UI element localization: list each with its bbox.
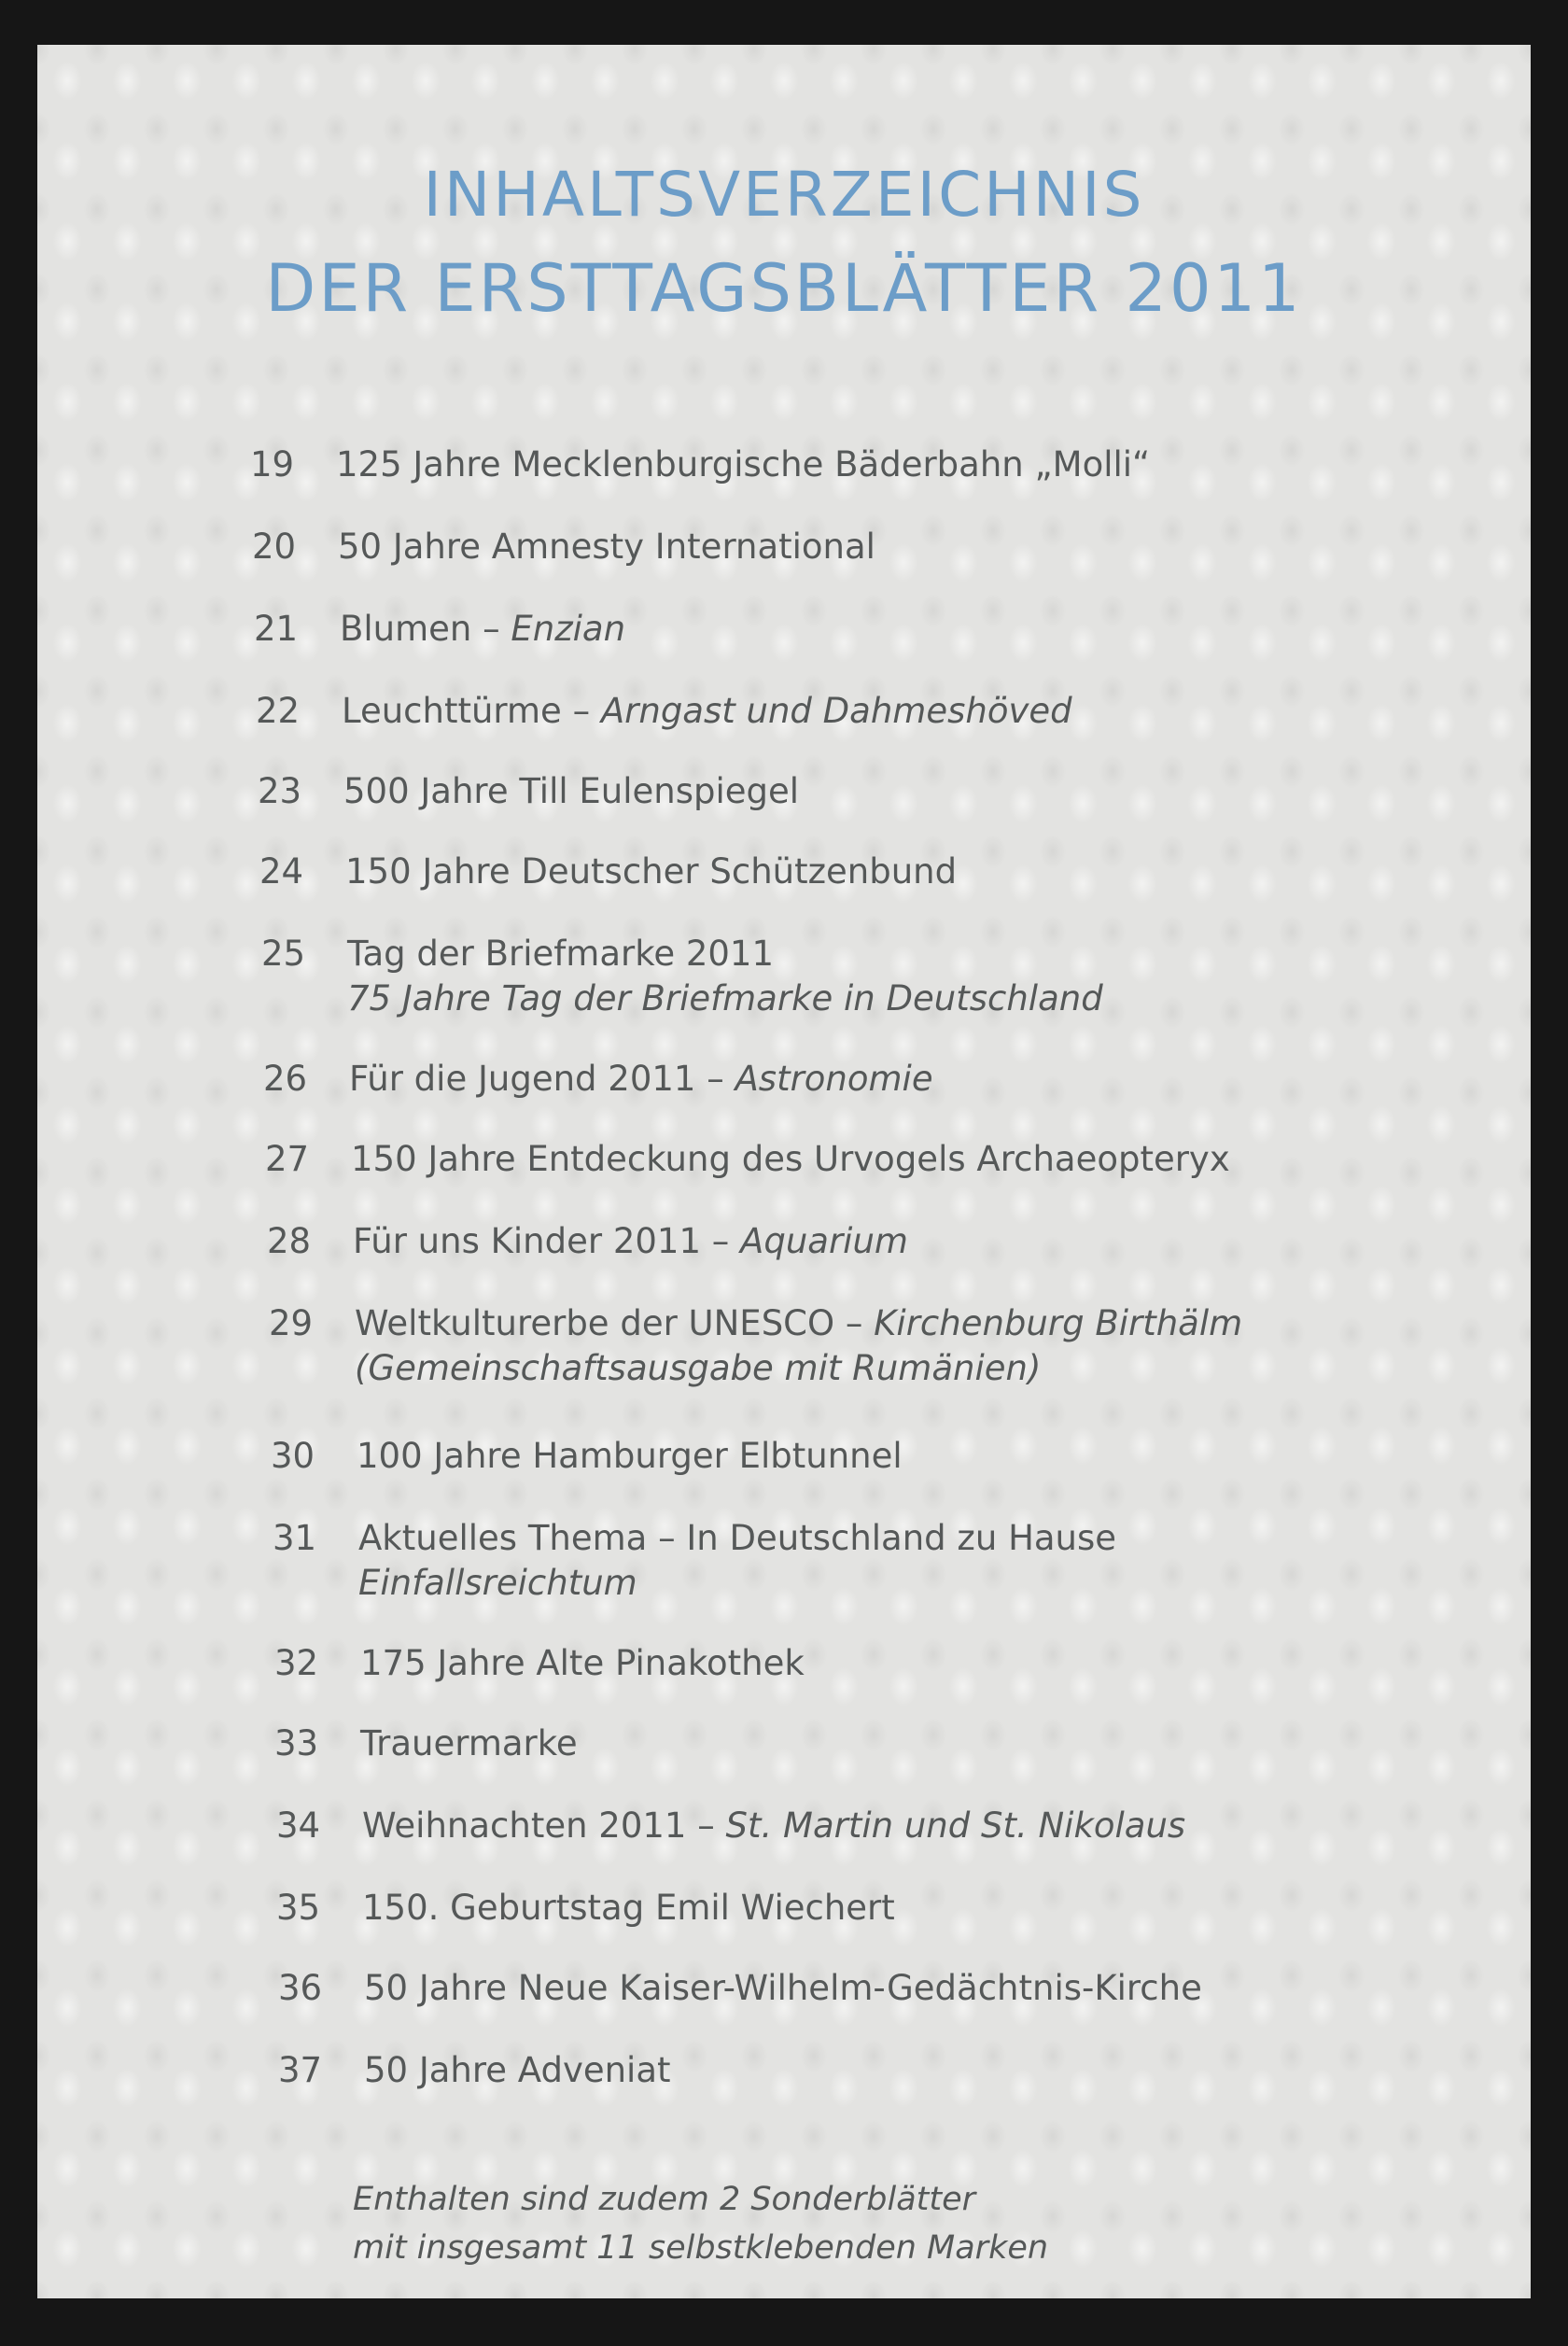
entry-title xyxy=(347,934,774,974)
page-number: 24 xyxy=(259,851,304,892)
entry-title-main: 50 Jahre Adveniat xyxy=(364,2050,671,2090)
entry-title-main: Blumen xyxy=(340,609,472,649)
entry-title-main: Leuchttürme xyxy=(342,691,562,731)
entry-title-main: 150 Jahre Deutscher Schützenbund xyxy=(345,851,958,892)
entry-separator: – xyxy=(471,609,511,649)
entry-title xyxy=(345,851,957,892)
table-of-contents xyxy=(37,45,1531,2298)
page-number: 36 xyxy=(278,1968,323,2008)
entry-title xyxy=(343,771,799,811)
entry-separator: – xyxy=(701,1221,741,1261)
entry-title xyxy=(364,1968,1202,2008)
entry-separator: – xyxy=(686,1805,726,1846)
entry-title xyxy=(355,1303,1242,1343)
entry-subtitle-italic: St. Martin und St. Nikolaus xyxy=(725,1805,1186,1846)
entry-title-main: Aktuelles Thema – In Deutschland zu Hause xyxy=(358,1518,1117,1558)
page-number: 25 xyxy=(261,934,306,974)
document-sheet xyxy=(37,45,1531,2298)
entry-title-main: 150. Geburtstag Emil Wiechert xyxy=(362,1888,895,1928)
entry-title xyxy=(353,1221,908,1261)
entry-title xyxy=(360,1723,578,1763)
entry-title-main: 150 Jahre Entdeckung des Urvogels Archaeopteryx xyxy=(351,1139,1230,1179)
page-number: 34 xyxy=(276,1805,321,1846)
entry-title xyxy=(362,1805,1185,1846)
entry-title xyxy=(338,527,875,567)
entry-second-line: (Gemeinschaftsausgabe mit Rumänien) xyxy=(355,1348,1042,1388)
page-number: 21 xyxy=(254,609,299,649)
entry-title xyxy=(340,609,625,649)
page-number: 23 xyxy=(258,771,302,811)
page-number: 22 xyxy=(256,691,301,731)
note-line-1: Enthalten sind zudem 2 Sonderblätter xyxy=(353,2181,976,2218)
entry-title-main: Für uns Kinder 2011 xyxy=(353,1221,701,1261)
entry-title-main: 175 Jahre Alte Pinakothek xyxy=(360,1643,805,1683)
title-line-2: DER ERSTTAGSBLÄTTER 2011 xyxy=(265,250,1303,327)
entry-title xyxy=(360,1643,805,1683)
entry-title-main: Für die Jugend 2011 xyxy=(349,1059,696,1099)
title-line-1: INHALTSVERZEICHNIS xyxy=(423,159,1145,231)
entry-second-line: Einfallsreichtum xyxy=(358,1563,637,1603)
entry-subtitle-italic: Kirchenburg Birthälm xyxy=(874,1303,1243,1343)
entry-title-main: Weihnachten 2011 xyxy=(362,1805,687,1846)
entry-separator: – xyxy=(695,1059,735,1099)
page-number: 20 xyxy=(252,527,297,567)
page-number: 30 xyxy=(271,1436,315,1476)
page-number: 19 xyxy=(250,444,295,485)
page-number: 37 xyxy=(278,2050,323,2090)
entry-title-main: Trauermarke xyxy=(360,1723,578,1763)
entry-separator: – xyxy=(561,691,601,731)
entry-title-main: 125 Jahre Mecklenburgische Bäderbahn „Molli“ xyxy=(336,444,1151,485)
entry-title-main: 50 Jahre Amnesty International xyxy=(338,527,875,567)
entry-subtitle-italic: Aquarium xyxy=(740,1221,908,1261)
note-line-2: mit insgesamt 11 selbstklebenden Marken xyxy=(353,2229,1049,2267)
entry-separator: – xyxy=(834,1303,875,1343)
page-number: 26 xyxy=(263,1059,308,1099)
entry-title-main: 500 Jahre Till Eulenspiegel xyxy=(343,771,800,811)
page-number: 31 xyxy=(273,1518,317,1558)
entry-title-main: Weltkulturerbe der UNESCO xyxy=(355,1303,835,1343)
entry-title xyxy=(364,2050,671,2090)
page-number: 33 xyxy=(274,1723,319,1763)
entry-title xyxy=(351,1139,1230,1179)
entry-second-line: 75 Jahre Tag der Briefmarke in Deutschland xyxy=(347,978,1103,1018)
page-number: 27 xyxy=(265,1139,310,1179)
entry-title xyxy=(358,1518,1116,1558)
entry-title-main: Tag der Briefmarke 2011 xyxy=(347,934,775,974)
page-number: 28 xyxy=(267,1221,312,1261)
entry-title-main: 100 Jahre Hamburger Elbtunnel xyxy=(357,1436,903,1476)
entry-title xyxy=(342,691,1072,731)
page-number: 32 xyxy=(274,1643,319,1683)
entry-title xyxy=(357,1436,903,1476)
entry-title xyxy=(336,444,1150,485)
entry-subtitle-italic: Enzian xyxy=(511,609,626,649)
page-number: 35 xyxy=(276,1888,321,1928)
entry-title xyxy=(349,1059,933,1099)
entry-title-main: 50 Jahre Neue Kaiser-Wilhelm-Gedächtnis-Kirche xyxy=(364,1968,1202,2008)
entry-subtitle-italic: Arngast und Dahmeshöved xyxy=(600,691,1072,731)
entry-title xyxy=(362,1888,895,1928)
entry-subtitle-italic: Astronomie xyxy=(735,1059,933,1099)
page-number: 29 xyxy=(269,1303,314,1343)
